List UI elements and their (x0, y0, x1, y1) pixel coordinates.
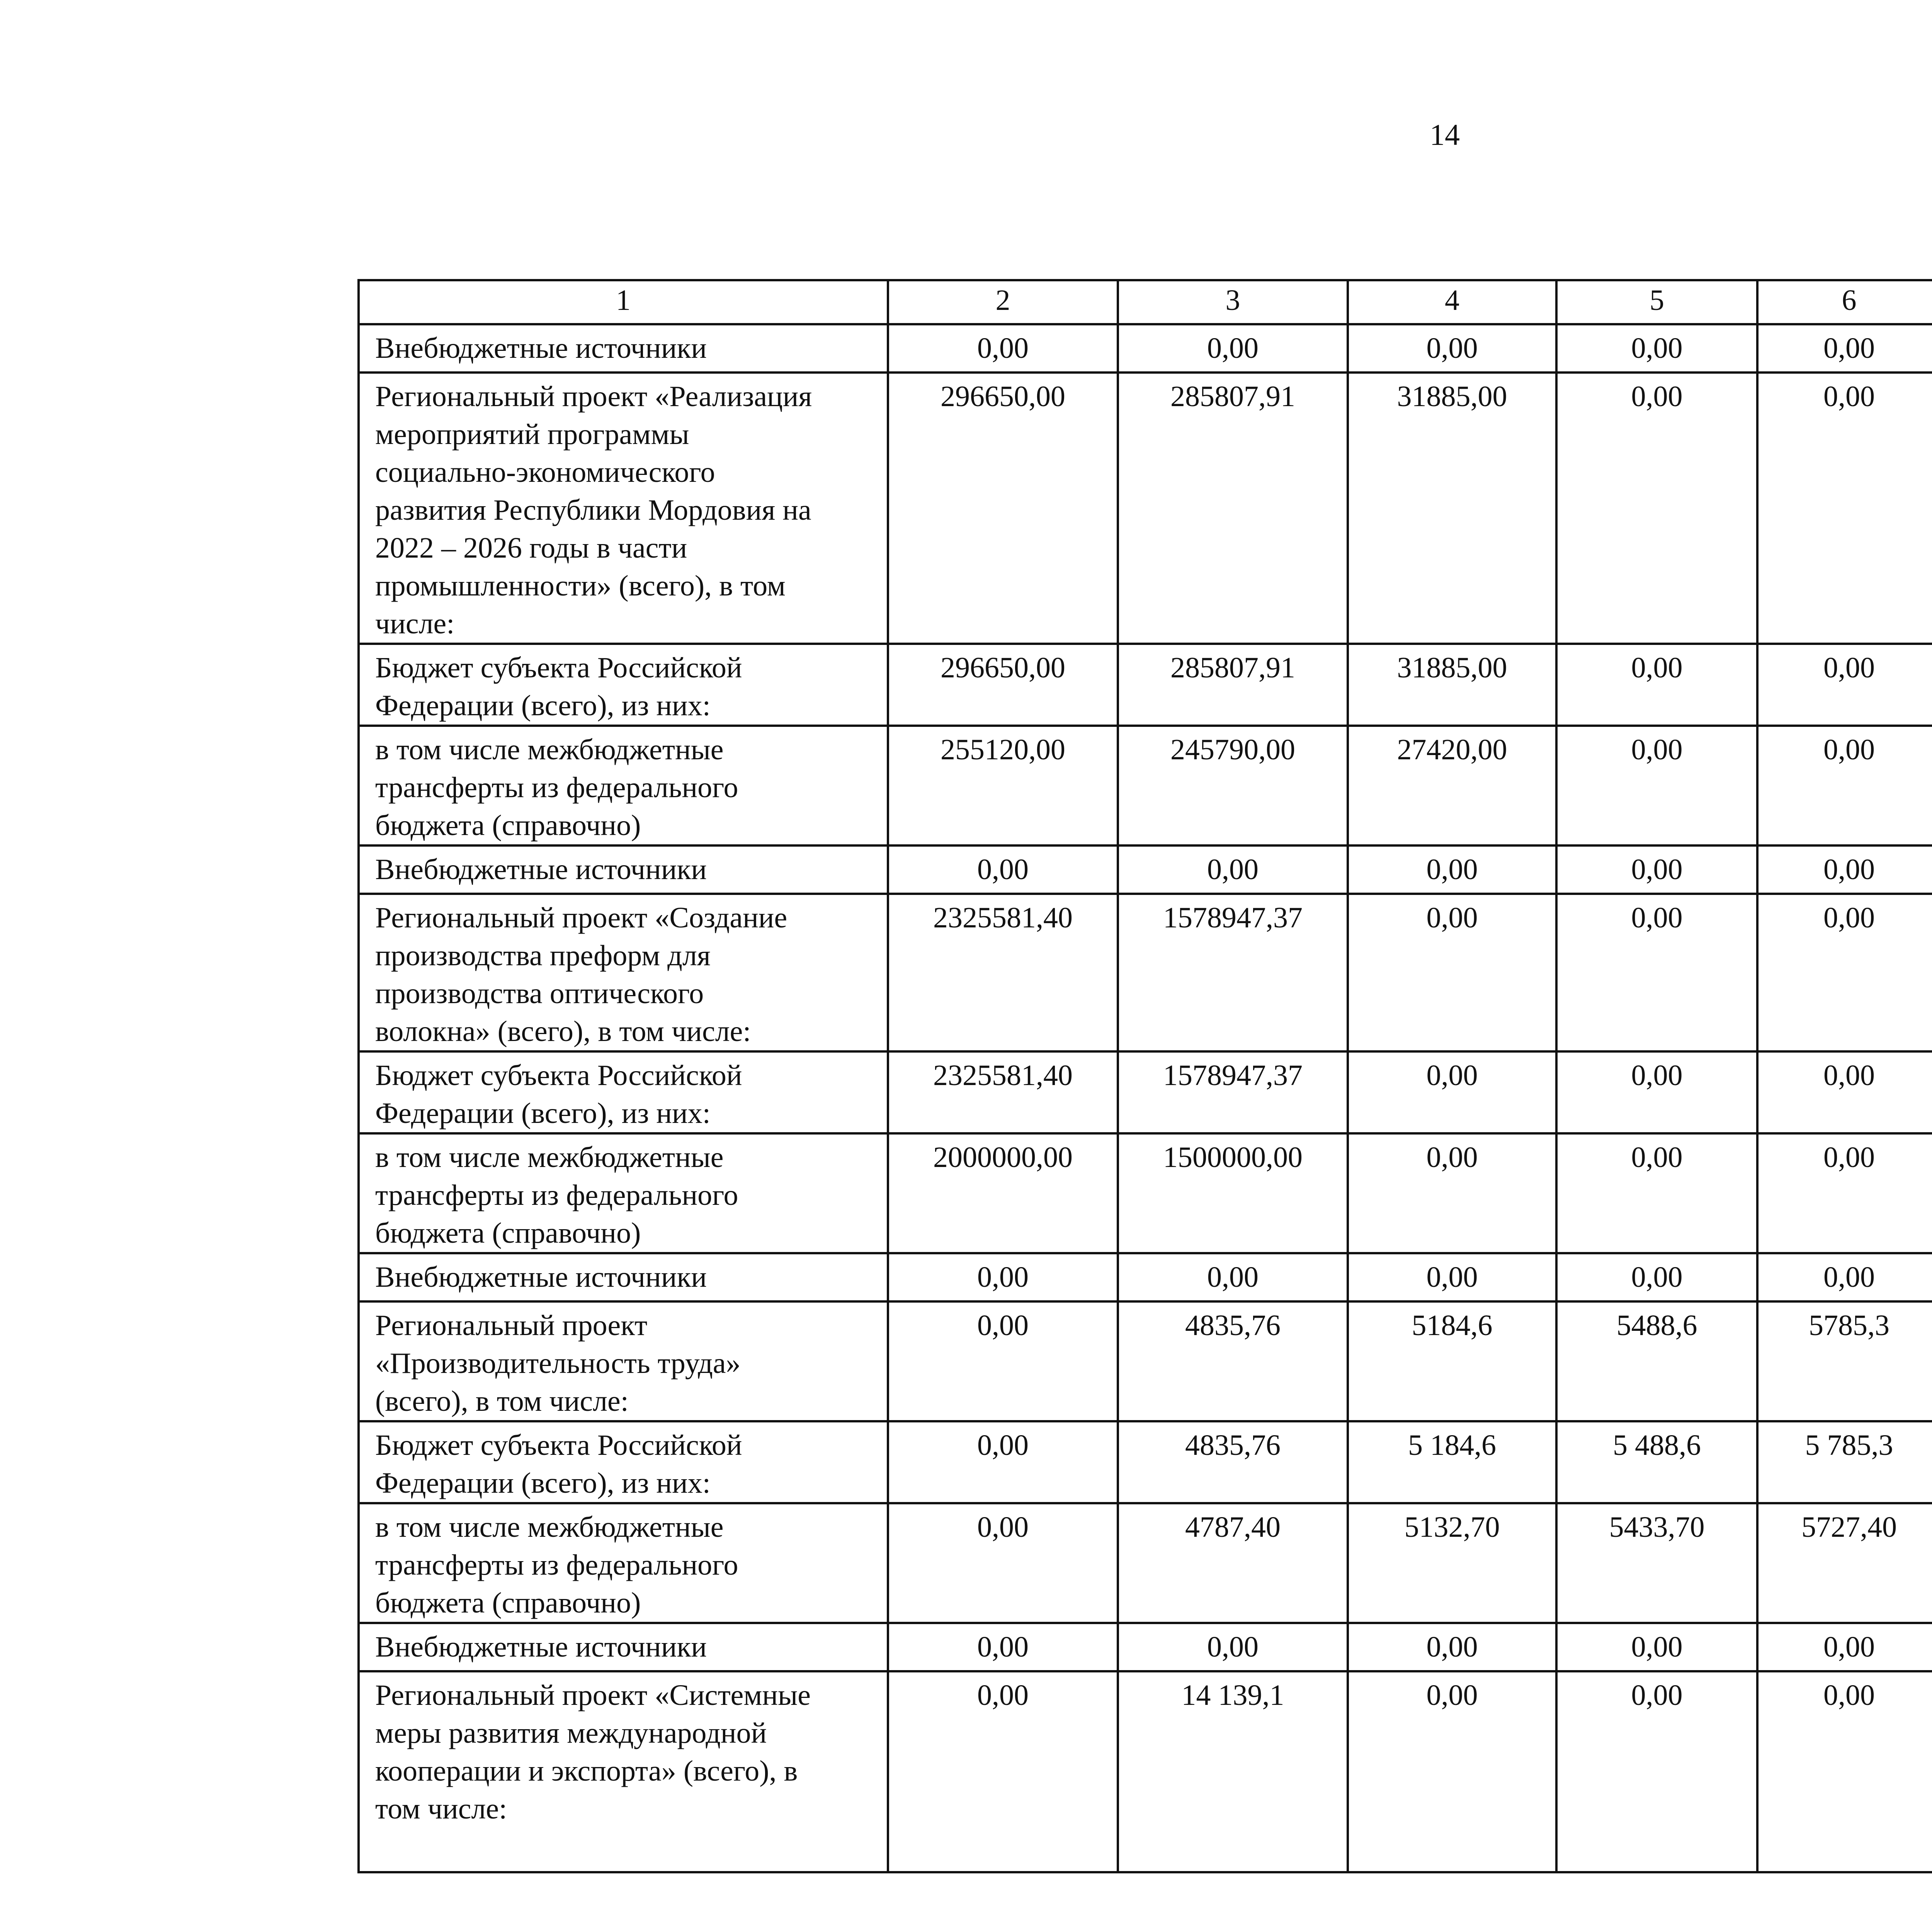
table-row (359, 726, 1932, 845)
row-label-line: в том числе межбюджетные (375, 1511, 724, 1543)
value-cell: 0,00 (1556, 894, 1757, 1051)
row-label-cell (359, 845, 888, 894)
header-cell: 1 (359, 280, 888, 324)
row-label-line: 2022 – 2026 годы в части (375, 532, 687, 564)
value-cell: 0,00 (1757, 373, 1932, 644)
table-row (359, 1253, 1932, 1301)
value-cell: 0,00 (1348, 1671, 1556, 1872)
value-cell: 296650,00 (888, 644, 1118, 726)
value-cell: 31885,00 (1348, 644, 1556, 726)
value-cell: 0,00 (1348, 845, 1556, 894)
row-label-line: Федерации (всего), из них: (375, 689, 711, 722)
row-label-cell (359, 726, 888, 845)
value-cell: 0,00 (1556, 373, 1757, 644)
table-row (359, 1623, 1932, 1671)
value-cell: 0,00 (1757, 1671, 1932, 1872)
value-cell: 0,00 (888, 1421, 1118, 1503)
row-label-line: трансферты из федерального (375, 771, 738, 804)
value-cell: 0,00 (888, 1301, 1118, 1421)
row-label-line: Внебюджетные источники (375, 1261, 707, 1293)
value-cell: 27420,00 (1348, 726, 1556, 845)
row-label-cell (359, 1671, 888, 1872)
value-cell: 0,00 (1348, 324, 1556, 373)
value-cell: 0,00 (1348, 1133, 1556, 1253)
row-label-line: развития Республики Мордовия на (375, 494, 811, 526)
header-cell: 4 (1348, 280, 1556, 324)
row-label-line: числе: (375, 607, 455, 640)
row-label-cell (359, 894, 888, 1051)
row-label-line: «Производительность труда» (375, 1347, 741, 1380)
value-cell: 0,00 (1118, 324, 1348, 373)
row-label-line: бюджета (справочно) (375, 1587, 641, 1619)
value-cell: 4835,76 (1118, 1421, 1348, 1503)
row-label-cell (359, 373, 888, 644)
value-cell: 0,00 (1757, 1253, 1932, 1301)
row-label-line: Внебюджетные источники (375, 332, 707, 364)
row-label-line: Федерации (всего), из них: (375, 1097, 711, 1130)
table-row (359, 373, 1932, 644)
row-label-line: Бюджет субъекта Российской (375, 1059, 742, 1092)
header-cell: 3 (1118, 280, 1348, 324)
table-row (359, 1421, 1932, 1503)
row-label-line: промышленности» (всего), в том (375, 570, 786, 602)
value-cell: 245790,00 (1118, 726, 1348, 845)
table-row (359, 845, 1932, 894)
header-cell: 5 (1556, 280, 1757, 324)
value-cell: 0,00 (1556, 726, 1757, 845)
value-cell: 5433,70 (1556, 1503, 1757, 1623)
value-cell: 0,00 (1556, 324, 1757, 373)
value-cell: 0,00 (1556, 845, 1757, 894)
value-cell: 296650,00 (888, 373, 1118, 644)
value-cell: 5184,6 (1348, 1301, 1556, 1421)
value-cell: 5 488,6 (1556, 1421, 1757, 1503)
table-row (359, 1503, 1932, 1623)
value-cell: 5727,40 (1757, 1503, 1932, 1623)
value-cell: 5132,70 (1348, 1503, 1556, 1623)
value-cell: 0,00 (1757, 845, 1932, 894)
table-row (359, 1133, 1932, 1253)
value-cell: 5785,3 (1757, 1301, 1932, 1421)
row-label-line: меры развития международной (375, 1717, 767, 1749)
value-cell: 1578947,37 (1118, 1051, 1348, 1133)
value-cell: 4787,40 (1118, 1503, 1348, 1623)
value-cell: 2000000,00 (888, 1133, 1118, 1253)
header-row (359, 280, 1932, 324)
table-row (359, 1671, 1932, 1872)
value-cell: 0,00 (1556, 1623, 1757, 1671)
value-cell: 0,00 (1757, 726, 1932, 845)
value-cell: 0,00 (1118, 1253, 1348, 1301)
row-label-line: кооперации и экспорта» (всего), в (375, 1755, 798, 1787)
row-label-line: бюджета (справочно) (375, 1217, 641, 1249)
value-cell: 5488,6 (1556, 1301, 1757, 1421)
row-label-cell (359, 1503, 888, 1623)
row-label-line: Бюджет субъекта Российской (375, 1429, 742, 1461)
header-cell: 6 (1757, 280, 1932, 324)
value-cell: 255120,00 (888, 726, 1118, 845)
value-cell: 0,00 (1348, 1253, 1556, 1301)
value-cell: 1500000,00 (1118, 1133, 1348, 1253)
row-label-line: Региональный проект (375, 1309, 648, 1342)
value-cell: 1578947,37 (1118, 894, 1348, 1051)
value-cell: 0,00 (1556, 1253, 1757, 1301)
header-cell: 2 (888, 280, 1118, 324)
row-label-line: Региональный проект «Создание (375, 902, 787, 934)
row-label-cell (359, 324, 888, 373)
page-number: 14 (1430, 118, 1460, 151)
value-cell: 5 785,3 (1757, 1421, 1932, 1503)
value-cell: 0,00 (1757, 1133, 1932, 1253)
row-label-line: Региональный проект «Реализация (375, 380, 812, 413)
table-row (359, 1301, 1932, 1421)
value-cell: 4835,76 (1118, 1301, 1348, 1421)
table-row (359, 324, 1932, 373)
row-label-line: Бюджет субъекта Российской (375, 652, 742, 684)
value-cell: 285807,91 (1118, 644, 1348, 726)
table-row (359, 644, 1932, 726)
value-cell: 14 139,1 (1118, 1671, 1348, 1872)
value-cell: 285807,91 (1118, 373, 1348, 644)
value-cell: 0,00 (1556, 1133, 1757, 1253)
row-label-cell (359, 1253, 888, 1301)
row-label-line: Внебюджетные источники (375, 853, 707, 886)
value-cell: 0,00 (1556, 644, 1757, 726)
row-label-cell (359, 1133, 888, 1253)
value-cell: 0,00 (1757, 1623, 1932, 1671)
row-label-cell (359, 1301, 888, 1421)
row-label-line: Федерации (всего), из них: (375, 1467, 711, 1499)
row-label-cell (359, 1623, 888, 1671)
value-cell: 0,00 (1348, 1623, 1556, 1671)
row-label-line: том числе: (375, 1793, 507, 1825)
row-label-line: бюджета (справочно) (375, 809, 641, 842)
value-cell: 0,00 (1757, 1051, 1932, 1133)
row-label-line: трансферты из федерального (375, 1549, 738, 1581)
row-label-cell (359, 644, 888, 726)
value-cell: 2325581,40 (888, 1051, 1118, 1133)
value-cell: 0,00 (888, 324, 1118, 373)
row-label-line: в том числе межбюджетные (375, 1141, 724, 1174)
value-cell: 0,00 (888, 1253, 1118, 1301)
value-cell: 0,00 (888, 1503, 1118, 1623)
row-label-cell (359, 1421, 888, 1503)
row-label-line: в том числе межбюджетные (375, 733, 724, 766)
value-cell: 0,00 (888, 1671, 1118, 1872)
value-cell: 0,00 (1348, 894, 1556, 1051)
budget-table (357, 279, 1932, 1873)
value-cell: 5 184,6 (1348, 1421, 1556, 1503)
row-label-line: производства оптического (375, 977, 704, 1010)
value-cell: 0,00 (1348, 1051, 1556, 1133)
row-label-line: волокна» (всего), в том числе: (375, 1015, 751, 1048)
table-row (359, 894, 1932, 1051)
table-row (359, 1051, 1932, 1133)
row-label-line: (всего), в том числе: (375, 1385, 629, 1417)
row-label-line: производства преформ для (375, 939, 711, 972)
row-label-line: трансферты из федерального (375, 1179, 738, 1211)
value-cell: 0,00 (1757, 324, 1932, 373)
value-cell: 0,00 (1757, 644, 1932, 726)
value-cell: 0,00 (888, 845, 1118, 894)
value-cell: 0,00 (1118, 845, 1348, 894)
value-cell: 0,00 (888, 1623, 1118, 1671)
value-cell: 31885,00 (1348, 373, 1556, 644)
value-cell: 0,00 (1556, 1051, 1757, 1133)
row-label-cell (359, 1051, 888, 1133)
table-body (359, 280, 1932, 1872)
row-label-line: социально-экономического (375, 456, 715, 488)
row-label-line: Региональный проект «Системные (375, 1679, 811, 1711)
value-cell: 0,00 (1118, 1623, 1348, 1671)
value-cell: 0,00 (1556, 1671, 1757, 1872)
value-cell: 2325581,40 (888, 894, 1118, 1051)
row-label-line: Внебюджетные источники (375, 1631, 707, 1663)
value-cell: 0,00 (1757, 894, 1932, 1051)
row-label-line: мероприятий программы (375, 418, 689, 451)
